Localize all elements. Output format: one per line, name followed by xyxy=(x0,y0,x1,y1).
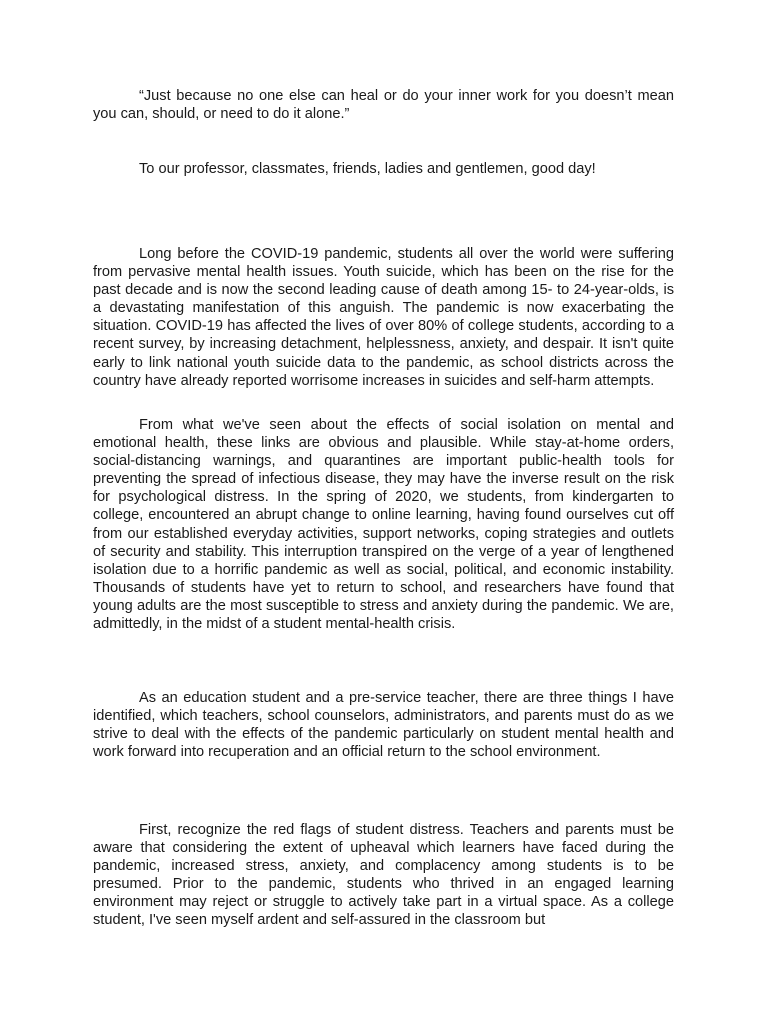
opening-quote: “Just because no one else can heal or do your inner work for you doesn’t mean you can, should, or need to do it alone.” xyxy=(93,88,674,123)
body-paragraph: From what we've seen about the effects of social isolation on mental and emotional health, these links are obvious and plausible. While stay-at-home orders, social-distancing warnings, and quarantines are important public-health tools for preventing the spread of infectious disease, they may have the inverse result on the risk for psychological distress. In the spring of 2020, we students, from kindergarten to college, encountered an abrupt change to online learning, having found ourselves cut off from our established everyday activities, support networks, coping strategies and outlets of security and stability. This interruption transpired on the verge of a year of lengthened isolation due to a horrific pandemic as well as social, political, and economic instability. Thousands of students have yet to return to school, and researchers have found that young adults are the most susceptible to stress and anxiety during the pandemic. We are, admittedly, in the midst of a student mental-health crisis. xyxy=(93,417,674,633)
body-paragraph: Long before the COVID-19 pandemic, students all over the world were suffering from pervasive mental health issues. Youth suicide, which has been on the rise for the past decade and is now the second leading cause of death among 15- to 24-year-olds, is a devastating manifestation of this anguish. The pandemic is now exacerbating the situation. COVID-19 has affected the lives of over 80% of college students, according to a recent survey, by increasing detachment, helplessness, anxiety, and despair. It isn't quite early to link national youth suicide data to the pandemic, as school districts across the country have already reported worrisome increases in suicides and self-harm attempts. xyxy=(93,246,674,389)
body-paragraph: First, recognize the red flags of student distress. Teachers and parents must be aware that considering the extent of upheaval which learners have faced during the pandemic, increased stress, anxiety, and complacency among students is to be presumed. Prior to the pandemic, students who thrived in an engaged learning environment may reject or struggle to actively take part in a virtual space. As a college student, I've seen myself ardent and self-assured in the classroom but xyxy=(93,822,674,929)
body-paragraph: As an education student and a pre-service teacher, there are three things I have identified, which teachers, school counselors, administrators, and parents must do as we strive to deal with the effects of the pandemic particularly on student mental health and work forward into recuperation and an official return to the school environment. xyxy=(93,690,674,761)
greeting: To our professor, classmates, friends, ladies and gentlemen, good day! xyxy=(139,161,596,177)
